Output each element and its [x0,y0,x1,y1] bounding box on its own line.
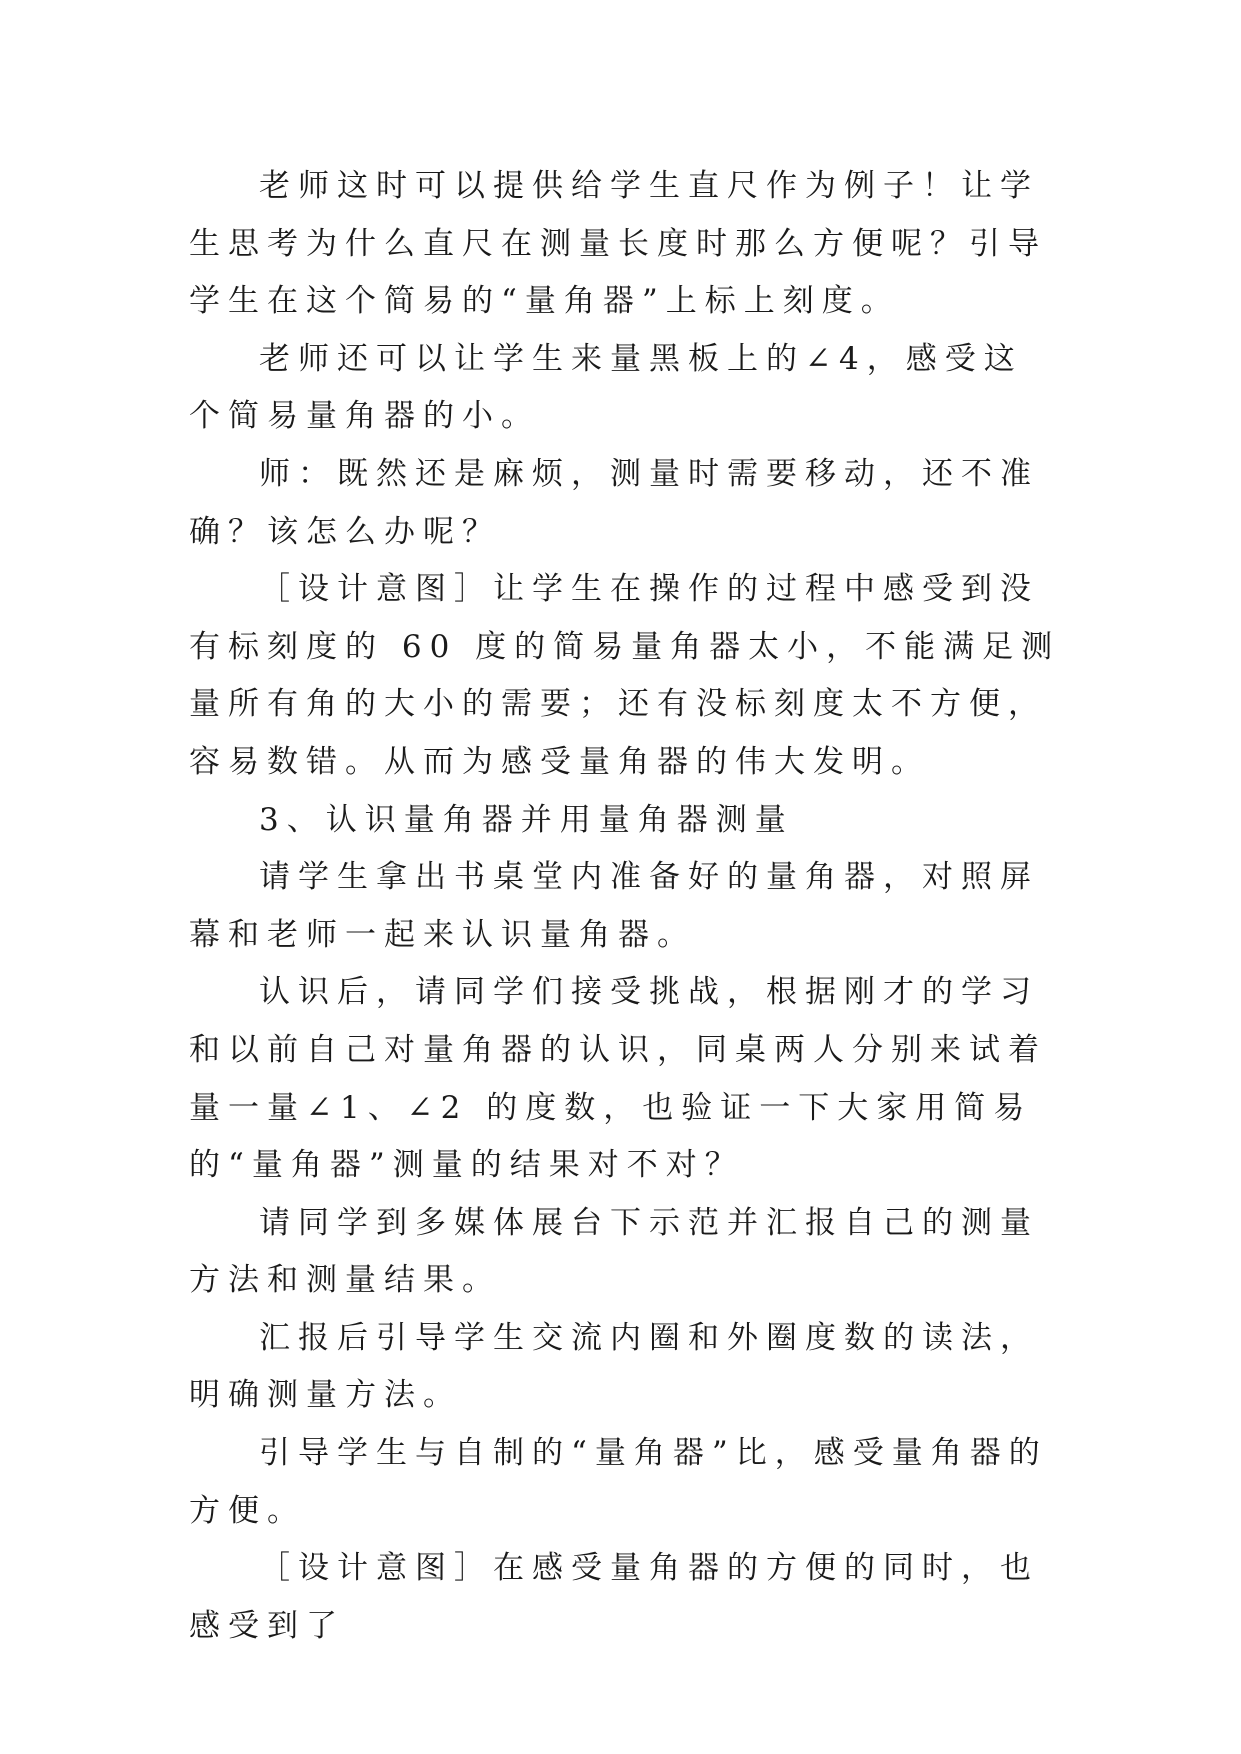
paragraph-teacher-question: 师：既然还是麻烦，测量时需要移动，还不准确？该怎么办呢？ [189,455,1039,550]
paragraph-design-intent-2: ［设计意图］在感受量角器的方便的同时，也感受到了 [189,1550,1039,1644]
paragraph-compare-homemade: 引导学生与自制的“量角器”比，感受量角器的方便。 [189,1435,1048,1529]
paragraph-ruler-example: 老师这时可以提供给学生直尺作为例子！让学生思考为什么直尺在测量长度时那么方便呢？引导学生在这个简易的“量角器”上标上刻度。 [189,168,1047,320]
paragraph-challenge-measure: 认识后，请同学们接受挑战，根据刚才的学习和以前自己对量角器的认识，同桌两人分别来试着量一量∠1、∠2 的度数，也验证一下大家用简易的“量角器”测量的结果对不对？ [189,974,1047,1184]
paragraph-demonstrate: 请同学到多媒体展台下示范并汇报自己的测量方法和测量结果。 [189,1204,1039,1299]
paragraph-take-out-protractor: 请学生拿出书桌堂内准备好的量角器，对照屏幕和老师一起来认识量角器。 [189,859,1039,953]
document-body [189,158,1061,1655]
paragraph-inner-outer-scale: 汇报后引导学生交流内圈和外圈度数的读法，明确测量方法。 [189,1319,1039,1414]
paragraph-measure-angle-4: 老师还可以让学生来量黑板上的∠4，感受这个简易量角器的小。 [189,340,1023,435]
section-heading-protractor: 3、认识量角器并用量角器测量 [259,801,794,838]
paragraph-design-intent-1: ［设计意图］让学生在操作的过程中感受到没有标刻度的 60 度的简易量角器太小，不能满足测量所有角的大小的需要；还有没标刻度太不方便，容易数错。从而为感受量角器的伟大发明。 [189,571,1061,780]
